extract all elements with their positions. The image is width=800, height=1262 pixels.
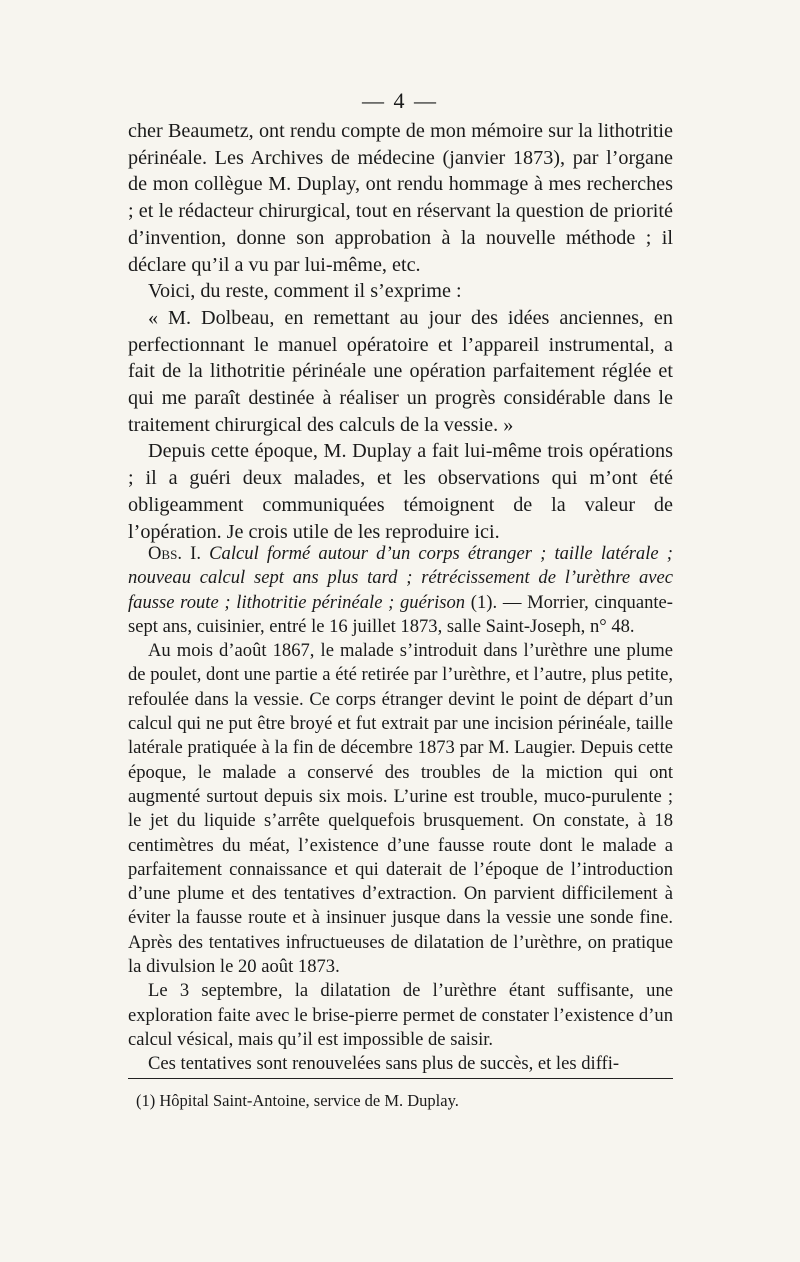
observation-section [128, 542, 673, 1077]
footnote: (1) Hôpital Saint-Antoine, service de M. Duplay. [136, 1091, 459, 1110]
observation-intro: — Morrier, cinquante-sept ans, cuisinier, entré le 16 juillet 1873, salle Saint-Joseph, n° 48. [128, 591, 673, 637]
footnote-reference: (1). [470, 591, 498, 613]
paragraph-1: cher Beaumetz, ont rendu compte de mon mémoire sur la lithotritie périnéale. Les Archives de médecine (janvier 1873), par l’organe de mon collègue M. Duplay, ont rendu hommage à mes recherches ; et le rédacteur chirurgical, tout en réservant la question de priorité d’invention, donne son approbation à la nouvelle méthode ; il déclare qu’il a vu par lui-même, etc. [128, 120, 673, 276]
main-text [128, 118, 673, 545]
observation-label: Obs. I. [148, 543, 201, 564]
footnote-divider [128, 1078, 673, 1079]
observation-paragraph-1: Au mois d’août 1867, le malade s’introduit dans l’urèthre une plume de poulet, dont une partie a été retirée par l’urèthre, et l’autre, plus petite, refoulée dans la vessie. Ce corps étranger devint le point de départ d’un calcul qui ne put être broyé et fut extrait par une incision périnéale, taille latérale pratiquée à la fin de décembre 1873 par M. Laugier. Depuis cette époque, le malade a conservé des troubles de la miction qui ont augmenté surtout depuis six mois. L’urine est trouble, muco-purulente ; le jet du liquide s’arrête quelquefois brusquement. On constate, à 18 centimètres du méat, l’existence d’une fausse route dont le malade a parfaitement connaissance et qui daterait de l’époque de l’introduction d’une plume et des tentatives d’extraction. On parvient difficilement à éviter la fausse route et à insinuer jusque dans la vessie une sonde fine. Après des tentatives infructueuses de dilatation de l’urèthre, on pratique la divulsion le 20 août 1873. [128, 640, 673, 978]
page-number: — 4 — [362, 88, 438, 113]
observation-heading [128, 542, 673, 639]
observation-title: Calcul formé autour d’un corps étranger ; taille latérale ; nouveau calcul sept ans plus tard ; rétrécissement de l’urèthre avec fausse route ; lithotritie périnéale ; guérison [128, 543, 673, 613]
quotation: « M. Dolbeau, en remettant au jour des idées anciennes, en perfectionnant le manuel opératoire et l’appareil instrumental, a fait de la lithotritie périnéale une opération parfaitement réglée et qui me paraît destinée à réaliser un progrès considérable dans le traitement chirurgical des calculs de la vessie. » [128, 306, 673, 436]
observation-paragraph-3: Ces tentatives sont renouvelées sans plus de succès, et les diffi- [148, 1053, 620, 1075]
paragraph-3: Depuis cette époque, M. Duplay a fait lui-même trois opérations ; il a guéri deux malades, et les observations qui m’ont été obligeamment communiquées témoignent de la valeur de l’opération. Je crois utile de les reproduire ici. [128, 440, 673, 543]
observation-paragraph-2: Le 3 septembre, la dilatation de l’urèthre étant suffisante, une exploration faite avec le brise-pierre permet de constater l’existence d’un calcul vésical, mais qu’il est impossible de saisir. [128, 980, 673, 1050]
paragraph-2: Voici, du reste, comment il s’exprime : [148, 280, 462, 303]
